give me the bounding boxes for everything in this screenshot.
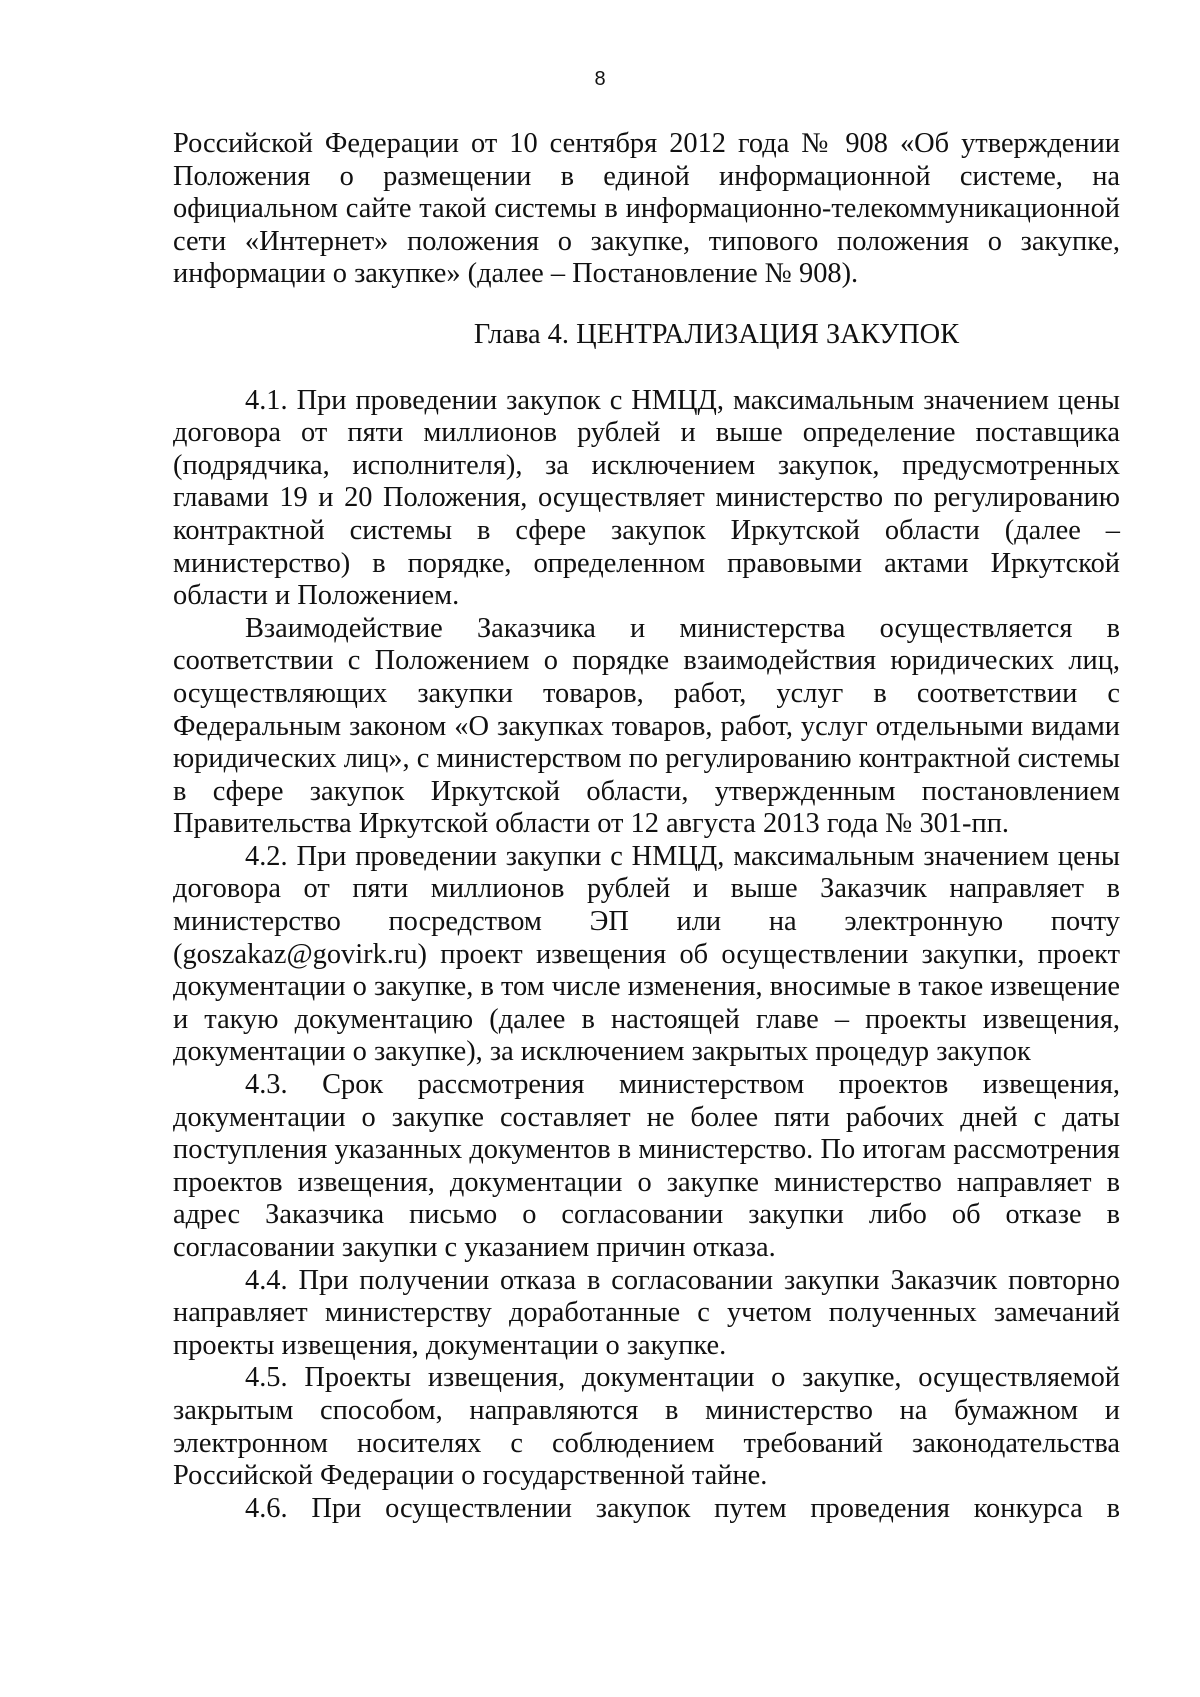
paragraph-4-5: 4.5. Проекты извещения, документации о закупке, осуществляемой закрытым способом, направляются в министерство на бумажном и электронном носителях с соблюдением требований законодательства Российской Федерации о государственной тайне. [173, 1362, 1120, 1492]
document-body [173, 128, 1120, 1525]
paragraph-interaction: Взаимодействие Заказчика и министерства осуществляется в соответствии с Положением о порядке взаимодействия юридических лиц, осуществляющих закупки товаров, работ, услуг в соответствии с Федеральным законом «О закупках товаров, работ, услуг отдельными видами юридических лиц», с министерством по регулированию контрактной системы в сфере закупок Иркутской области, утвержденным постановлением Правительства Иркутской области от 12 августа 2013 года № 301-пп. [173, 612, 1120, 840]
chapter-title: Глава 4. ЦЕНТРАЛИЗАЦИЯ ЗАКУПОК [473, 318, 960, 350]
paragraph-4-2: 4.2. При проведении закупки с НМЦД, максимальным значением цены договора от пяти миллионов рублей и выше Заказчик направляет в министерство посредством ЭП или на электронную почту (goszakaz@govirk.ru) проект извещения об осуществлении закупки, проект документации о закупке, в том числе изменения, вносимые в такое извещение и такую документацию (далее в настоящей главе – проекты извещения, документации о закупке), за исключением закрытых процедур закупок [173, 840, 1120, 1068]
paragraph-4-1: 4.1. При проведении закупок с НМЦД, максимальным значением цены договора от пяти миллионов рублей и выше определение поставщика (подрядчика, исполнителя), за исключением закупок, предусмотренных главами 19 и 20 Положения, осуществляет министерство по регулированию контрактной системы в сфере закупок Иркутской области (далее – министерство) в порядке, определенном правовыми актами Иркутской области и Положением. [173, 384, 1120, 612]
paragraph-4-6: 4.6. При осуществлении закупок путем проведения конкурса в [245, 1492, 1120, 1524]
paragraph-4-3: 4.3. Срок рассмотрения министерством проектов извещения, документации о закупке составляет не более пяти рабочих дней с даты поступления указанных документов в министерство. По итогам рассмотрения проектов извещения, документации о закупке министерство направляет в адрес Заказчика письмо о согласовании закупки либо об отказе в согласовании закупки с указанием причин отказа. [173, 1069, 1120, 1263]
paragraph-continuation: Российской Федерации от 10 сентября 2012 года № 908 «Об утверждении Положения о размещении в единой информационной системе, на официальном сайте такой системы в информационно-телекоммуникационной сети «Интернет» положения о закупке, типового положения о закупке, информации о закупке» (далее – Постановление № 908). [173, 128, 1120, 290]
page-number: 8 [594, 68, 606, 90]
paragraph-4-4: 4.4. При получении отказа в согласовании закупки Заказчик повторно направляет министерству доработанные с учетом полученных замечаний проекты извещения, документации о закупке. [173, 1264, 1120, 1361]
